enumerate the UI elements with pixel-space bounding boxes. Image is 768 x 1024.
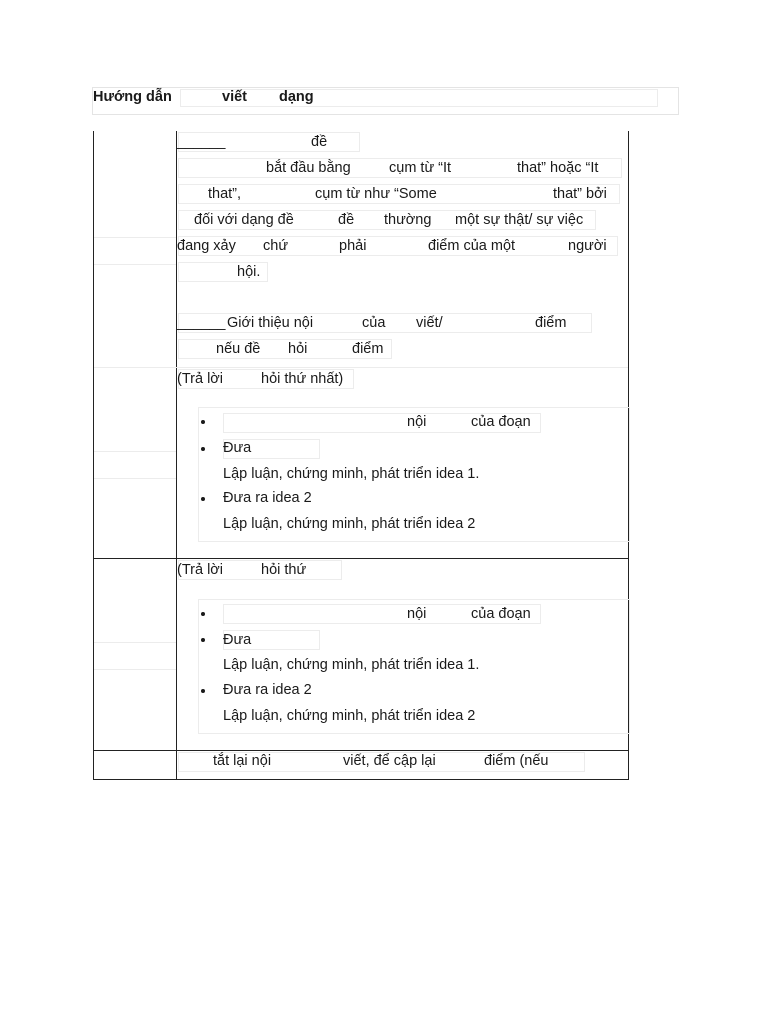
left-col-faint-line — [94, 451, 176, 479]
text-fragment: tắt lại nội — [213, 753, 272, 769]
text-fragment: điểm của một — [428, 238, 516, 254]
bullet-icon — [201, 638, 205, 642]
list-item-detail: Lập luận, chứng minh, phát triển idea 1. — [223, 657, 480, 673]
list-item-detail: Lập luận, chứng minh, phát triển idea 1. — [223, 466, 480, 482]
text-fragment: cụm từ “It — [389, 160, 452, 176]
bullet-icon — [201, 447, 205, 451]
text-fragment: của — [362, 315, 386, 331]
text-fragment: người — [568, 238, 607, 254]
text-fragment: phải — [339, 238, 367, 254]
text-fragment: thường — [384, 212, 432, 228]
text-fragment: đề — [338, 212, 355, 228]
list-item: Đưa ra idea 2 — [223, 682, 312, 698]
left-col-faint-line — [94, 642, 176, 670]
text-fragment: cụm từ như “Some — [315, 186, 437, 202]
section-heading: (Trả lời — [177, 371, 224, 387]
table-column-divider — [176, 131, 177, 780]
text-fragment: của đoạn — [471, 414, 531, 430]
text-fragment: điểm — [352, 341, 384, 357]
section-heading: hỏi thứ — [261, 562, 307, 578]
section-heading: (Trả lời — [177, 562, 224, 578]
text-fragment: that” bởi — [553, 186, 607, 202]
text-fragment: của đoạn — [471, 606, 531, 622]
blank-line: ______ — [177, 315, 226, 331]
text-fragment: đang xảy — [177, 238, 236, 254]
text-fragment: hỏi — [288, 341, 308, 357]
header-word-1: Hướng dẫn — [93, 89, 172, 105]
text-fragment: that”, — [208, 186, 242, 202]
text-fragment: Giới thiệu nội — [227, 315, 314, 331]
list-item: Đưa — [223, 632, 252, 648]
text-fragment: điểm — [535, 315, 567, 331]
blank-line: ______ — [177, 134, 226, 150]
bullet-icon — [201, 497, 205, 501]
bullet-icon — [201, 612, 205, 616]
text-fragment: that” hoặc “It — [517, 160, 599, 176]
ghost-box — [178, 236, 618, 256]
text-fragment: viết/ — [416, 315, 443, 331]
text-fragment: một sự thật/ sự việc — [455, 212, 584, 228]
bullet-icon — [201, 689, 205, 693]
list-item-detail: Lập luận, chứng minh, phát triển idea 2 — [223, 708, 476, 724]
bullet-icon — [201, 420, 205, 424]
left-col-faint-line — [94, 237, 176, 265]
section-faint-line — [94, 367, 628, 368]
header-inner-box — [180, 89, 658, 107]
table-row-divider-2 — [93, 750, 629, 751]
text-fragment: đề — [311, 134, 328, 150]
text-fragment: nội — [407, 414, 427, 430]
text-fragment: điểm (nếu — [484, 753, 549, 769]
text-fragment: hội. — [237, 264, 261, 280]
header-word-2: viết — [222, 89, 247, 105]
text-fragment: viết, để cập lại — [343, 753, 436, 769]
text-fragment: bắt đầu bằng — [266, 160, 351, 176]
list-item: Đưa ra idea 2 — [223, 490, 312, 506]
table-row-divider-1 — [93, 558, 629, 559]
text-fragment: nếu đề — [216, 341, 261, 357]
header-word-3: dạng — [279, 89, 314, 105]
list-item: Đưa — [223, 440, 252, 456]
text-fragment: nội — [407, 606, 427, 622]
table-bottom-border — [93, 779, 629, 780]
list-item-detail: Lập luận, chứng minh, phát triển idea 2 — [223, 516, 476, 532]
text-fragment: chứ — [263, 238, 289, 254]
section-heading: hỏi thứ nhất) — [261, 371, 344, 387]
text-fragment: đối với dạng đề — [194, 212, 294, 228]
